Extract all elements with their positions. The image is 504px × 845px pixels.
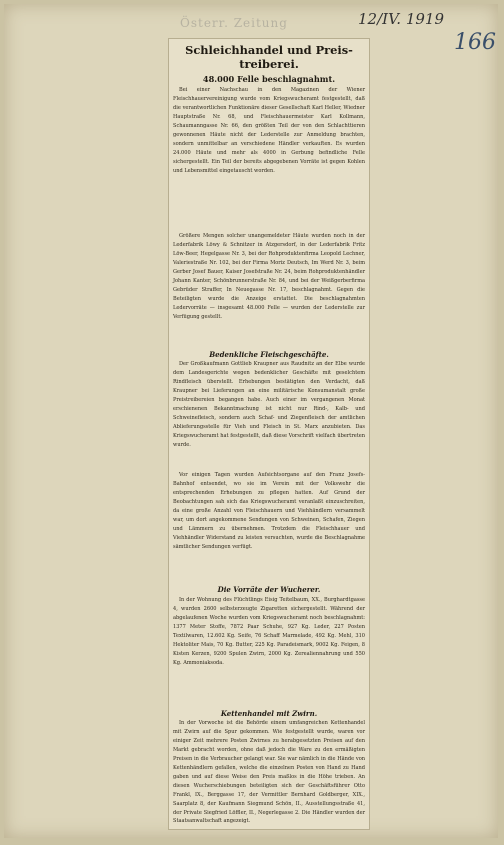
folio-number: 166 bbox=[454, 30, 496, 55]
paragraph-1: Bei einer Nachschau in den Magazinen der Wiener Fleischhauervereinigung wurde vom Kriegswucheramt festgestellt, daß die verantwortlichen Funktionäre dieser Gesellschaft Karl Heller, Wiedner Hauptstraße Nr. 68, und Fleischhauermeister Karl Kollmann, Schaumanngasse Nr. 66, den größten Teil der von den Schlachttieren gewonnenen Häute nicht der Lederstelle zur Anmeldung brachten, sondern unmittelbar an verschiedene Händler verkauften. Es wurden 24.000 Häute und mehr als 4000 in Gerbung befindliche Felle sichergestellt. Ein Teil der bereits abgegebenen Vorräte ist gegen Kohlen und Lebensmittel eingetauscht worden. bbox=[173, 87, 365, 174]
paragraph-5: In der Wohnung des Flüchtlings Eisig Teitelbaum, XX., Burghardtgasse 4, wurden 2600 selbsterzeugte Zigaretten sichergestellt. Während der abgelaufenen Woche wurden vom Kriegswucheramt noch beschlagnahmt: 1377 Meter Stoffe, 7872 Paar Schuhe, 927 Kg. Leder, 227 Posten Textilwaren, 12.602 Kg. Seife, 76 Schaff Marmelade, 492 Kg. Mehl, 310 Hektoliter Mais, 70 Kg. Butter, 225 Kg. Paradeismark, 9002 Kg. Feigen, 8 Kisten Kerzen, 9200 Spulen Zwirn, 2000 Kg. Zerealiennahrung und 550 Kg. Ammoniaksoda. bbox=[173, 597, 365, 666]
section-heading-1: Bedenkliche Fleischgeschäfte. bbox=[209, 350, 329, 359]
headline-line-1: Schleichhandel und Preis- bbox=[185, 43, 353, 57]
newspaper-stamp: Österr. Zeitung bbox=[180, 16, 288, 30]
paragraph-2: Größere Mengen solcher unangemeldeter Häute wurden noch in der Lederfabrik Löwy & Schnitzer in Atzgersdorf, in der Lederfabrik Fritz Löw-Beer, Hegelgasse Nr. 3, bei der Rohproduktenfirma Leopold Lechner, Valeriestraße Nr. 102, bei der Firma Moriz Deutsch, Im Werd Nr. 3, beim Gerber Josef Bauer, Kaiser Josefstraße Nr. 24, beim Rohproduktenhändler Johann Kanter, Schönbrunnerstraße Nr. 84, und bei der Weißgerberfirma Gebrüder Straffer, In Neuegasse Nr. 17, beschlagnahmt. Gegen die Beteiligten wurde die Anzeige erstattet. Die beschlagnahmten Ledervorräte — insgesamt 48.000 Felle — wurden der Lederstelle zur Verfügung gestellt. bbox=[173, 233, 365, 320]
section-heading-2: Die Vorräte der Wucherer. bbox=[217, 585, 321, 594]
paragraph-3: Der Großkaufmann Gottlieb Kraupner aus Raudnitz an der Elbe wurde dem Landesgerichte wegen bedenklicher Geschäfte mit geselchtem Rindfleisch überstellt. Erhebungen bestätigten den Verdacht, daß Kraupner bei Lieferungen an eine militärische Konsumanstalt große Preistreibereien begangen habe. Auch einer im vergangenen Monat erschienenen Bekanntmachung ist nicht nur Rind-, Kalb- und Schweinefleisch, sondern auch Schaf- und Ziegenfleisch der amtlichen Ablieferungsstelle für Vieh und Fleisch in St. Marx anzubieten. Das Kriegswucheramt hat festgestellt, daß diese Vorschrift vielfach übertreten wurde. bbox=[173, 361, 365, 448]
newspaper-clipping bbox=[168, 38, 370, 830]
section-heading-3: Kettenhandel mit Zwirn. bbox=[220, 709, 318, 718]
subheadline: 48.000 Felle beschlagnahmt. bbox=[202, 74, 336, 84]
headline-line-2: treiberei. bbox=[239, 57, 299, 71]
paragraph-6: In der Vorwoche ist die Behörde einem umfangreichen Kettenhandel mit Zwirn auf die Spur gekommen. Wie festgestellt wurde, waren vor einiger Zeit mehrere Posten Zwirnes zu herabgesetzten Preisen auf den Markt gebracht worden, ohne daß jedoch die Ware zu den ermäßigten Preisen in die Verbraucher gelangt war. Sie war nämlich in die Hände von Kettenhändlern gefallen, welche die einzelnen Posten von Hand zu Hand gaben und auf diese Weise den Preis maßlos in die Höhe trieben. An diesen Wucherschiebungen beteiligten sich der Geschäftsführer Otto Frankl, IX., Berggasse 17, der Vermittler Bernhard Goldberger, XIX., Saarplatz 8, der Kaufmann Siegmund Schön, II., Ausstellungsstraße 41, der Private Siegfried Löffler, II., Negerlegasse 2. Die Händler wurden der Staatsanwaltschaft angezeigt. bbox=[173, 720, 365, 825]
paragraph-4: Vor einigen Tagen wurden Aufsichtsorgane auf den Franz Josefs-Bahnhof entsendet, wo sie im Verein mit der Volkswehr die entsprechenden Erhebungen zu pflegen hatten. Auf Grund der Beobachtungen sah sich das Kriegswucheramt veranlaßt einzuschreiten, da eine große Anzahl von Fleischhauern und Viehhändlern versammelt war, um dort angekommene Sendungen von Schweinen, Schafen, Ziegen und Lämmern zu übernehmen. Trotzdem die Fleischhauer und Viehhändler Widerstand zu leisten versuchten, wurde die Beschlagnahme sämtlicher Sendungen verfügt. bbox=[173, 472, 365, 550]
handwritten-date: 12/IV. 1919 bbox=[358, 10, 444, 28]
